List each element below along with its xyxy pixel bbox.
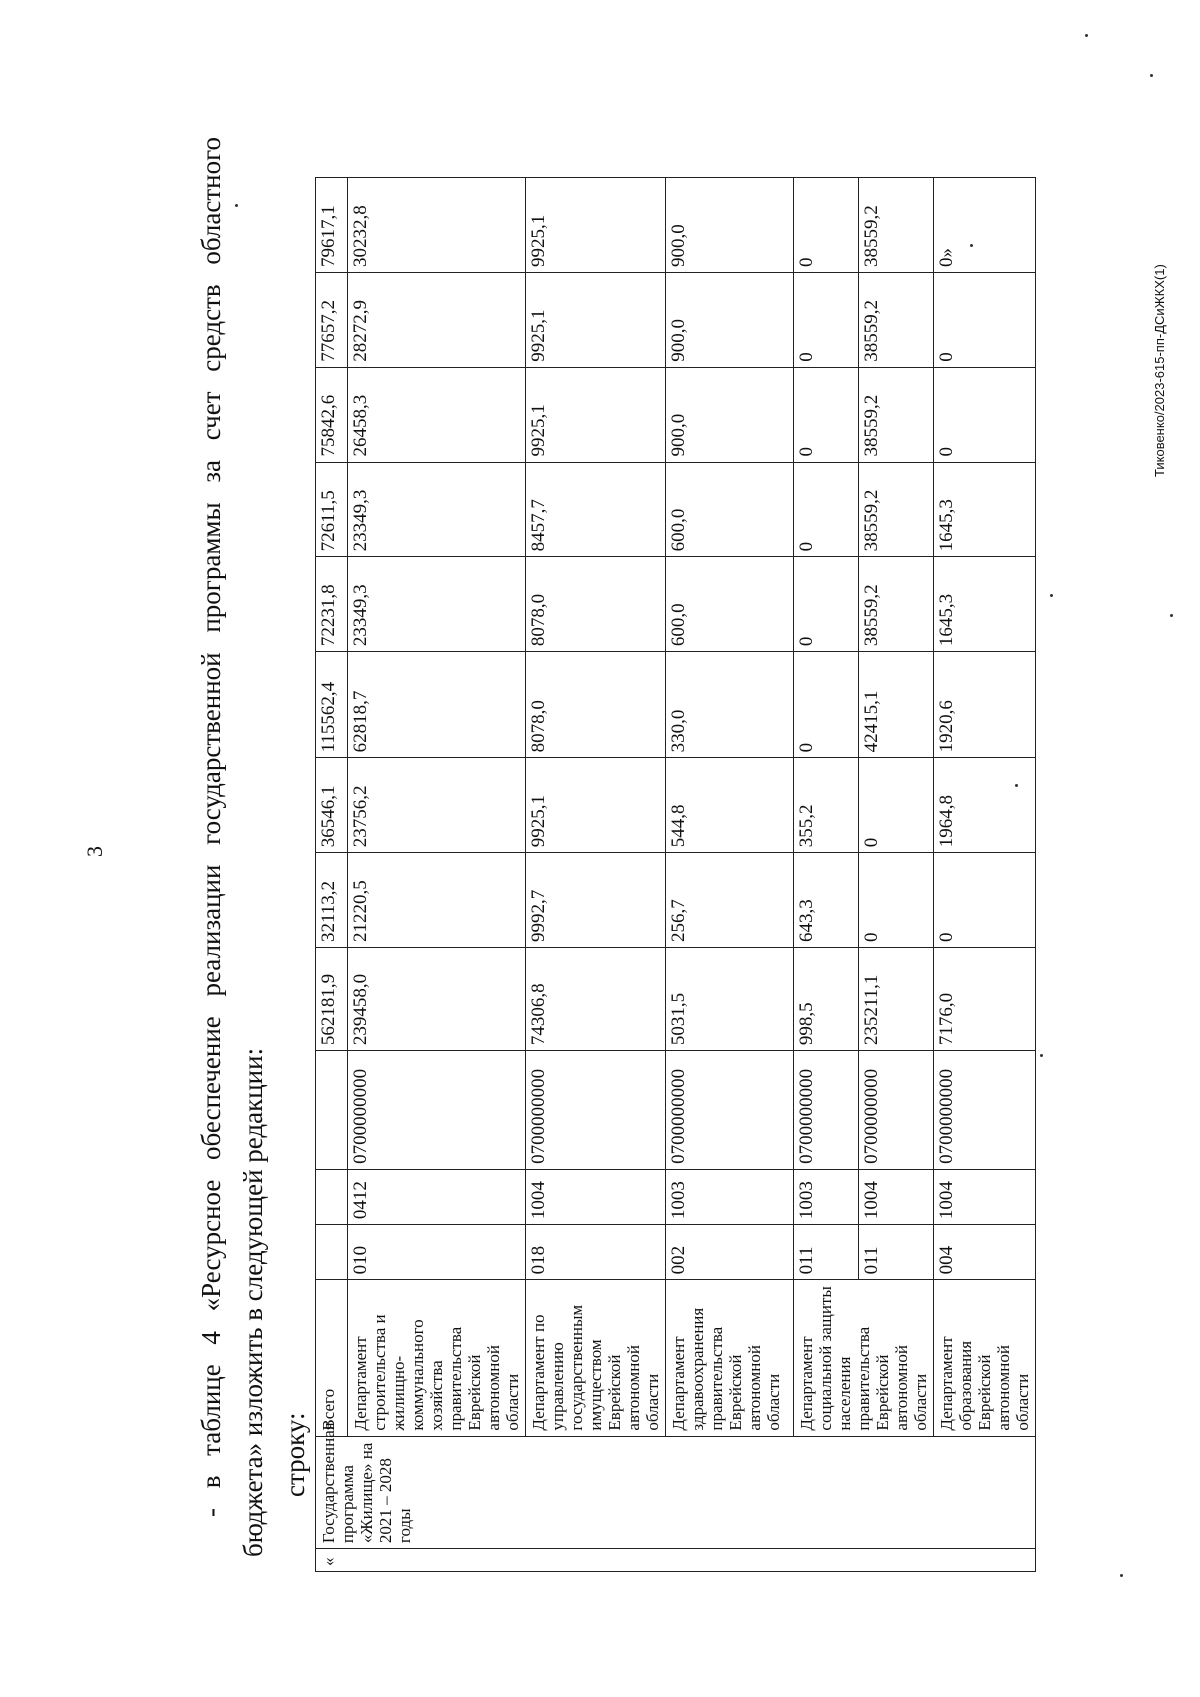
intro-text xyxy=(190,137,316,1557)
scan-speck xyxy=(1050,594,1053,597)
value-cell: 544,8 xyxy=(666,758,794,853)
intro-line-2: бюджета» изложить в следующей редакции: xyxy=(238,1047,268,1557)
table-row xyxy=(348,178,526,1572)
value-cell: 900,0 xyxy=(666,272,794,367)
value-cell: 1645,3 xyxy=(934,557,1036,652)
executor-cell: Департамент строительства и жилищно-коммунального хозяйства правительства Еврейской автономной области xyxy=(348,1280,526,1436)
value-cell: 239458,0 xyxy=(348,948,526,1051)
budget-table xyxy=(315,177,1036,1572)
rzpr-cell: 1004 xyxy=(934,1169,1036,1224)
value-cell: 235211,1 xyxy=(858,948,933,1051)
value-cell: 74306,8 xyxy=(526,948,666,1051)
value-cell: 1645,3 xyxy=(934,462,1036,557)
value-cell: 998,5 xyxy=(794,948,859,1051)
value-cell: 38559,2 xyxy=(858,272,933,367)
value-cell: 9925,1 xyxy=(526,758,666,853)
value-cell: 9925,1 xyxy=(526,178,666,273)
grbs-cell: 004 xyxy=(934,1225,1036,1280)
table-row xyxy=(526,178,666,1572)
value-cell: 8078,0 xyxy=(526,652,666,758)
value-cell: 72231,8 xyxy=(316,557,348,652)
value-cell: 72611,5 xyxy=(316,462,348,557)
scan-speck xyxy=(1015,784,1018,787)
csr-cell: 0700000000 xyxy=(666,1051,794,1170)
scan-speck xyxy=(1085,34,1088,37)
value-cell: 23349,3 xyxy=(348,557,526,652)
grbs-cell: 011 xyxy=(858,1225,933,1280)
value-cell: 900,0 xyxy=(666,178,794,273)
empty-cell xyxy=(316,1051,348,1170)
value-cell: 5031,5 xyxy=(666,948,794,1051)
value-cell: 77657,2 xyxy=(316,272,348,367)
value-cell: 30232,8 xyxy=(348,178,526,273)
value-cell: 0 xyxy=(794,272,859,367)
rzpr-cell: 1004 xyxy=(526,1169,666,1224)
value-cell: 26458,3 xyxy=(348,367,526,462)
table-row xyxy=(794,178,859,1572)
csr-cell: 0700000000 xyxy=(934,1051,1036,1170)
program-name-cell: Государственная программа «Жилище» на 2021 – 2028 годы xyxy=(316,1436,1036,1549)
scan-speck xyxy=(1040,1054,1043,1057)
executor-cell: Департамент здравоохранения правительства Еврейской автономной области xyxy=(666,1280,794,1436)
value-cell: 36546,1 xyxy=(316,758,348,853)
csr-cell: 0700000000 xyxy=(526,1051,666,1170)
rzpr-cell: 1003 xyxy=(666,1169,794,1224)
value-cell: 8078,0 xyxy=(526,557,666,652)
scan-speck xyxy=(1120,1574,1123,1577)
grbs-cell: 011 xyxy=(794,1225,859,1280)
rzpr-cell: 0412 xyxy=(348,1169,526,1224)
value-cell: 1964,8 xyxy=(934,758,1036,853)
table-row xyxy=(316,178,348,1572)
value-cell: 0 xyxy=(934,367,1036,462)
rzpr-cell: 1003 xyxy=(794,1169,859,1224)
value-cell: 38559,2 xyxy=(858,462,933,557)
executor-cell: Департамент по управлению государственным имуществом Еврейской автономной области xyxy=(526,1280,666,1436)
csr-cell: 0700000000 xyxy=(794,1051,859,1170)
value-cell: 62818,7 xyxy=(348,652,526,758)
value-cell: 42415,1 xyxy=(858,652,933,758)
value-cell: 38559,2 xyxy=(858,557,933,652)
scan-speck xyxy=(235,204,238,207)
value-cell: 0 xyxy=(794,367,859,462)
value-cell: 355,2 xyxy=(794,758,859,853)
csr-cell: 0700000000 xyxy=(858,1051,933,1170)
value-cell: 0 xyxy=(858,758,933,853)
value-cell: 0 xyxy=(934,853,1036,948)
table-row xyxy=(934,178,1036,1572)
value-cell: 38559,2 xyxy=(858,367,933,462)
executor-cell: Департамент образования Еврейской автономной области xyxy=(934,1280,1036,1436)
scan-speck xyxy=(1170,614,1173,617)
value-cell: 0 xyxy=(934,272,1036,367)
value-cell: 600,0 xyxy=(666,557,794,652)
scan-speck xyxy=(1150,74,1153,77)
value-cell: 32113,2 xyxy=(316,853,348,948)
value-cell: 0 xyxy=(794,557,859,652)
value-cell: 38559,2 xyxy=(858,178,933,273)
document-code: Тиковенко/2023-615-пп-ДСиЖКХ(1) xyxy=(1152,264,1167,477)
value-cell: 23349,3 xyxy=(348,462,526,557)
scan-speck xyxy=(970,244,973,247)
intro-line-1: - в таблице 4 «Ресурсное обеспечение реализации государственной программы за счет средств областного xyxy=(196,137,226,1517)
value-cell: 0» xyxy=(934,178,1036,273)
value-cell: 0 xyxy=(794,462,859,557)
value-cell: 330,0 xyxy=(666,652,794,758)
grbs-cell: 002 xyxy=(666,1225,794,1280)
value-cell: 256,7 xyxy=(666,853,794,948)
rzpr-cell: 1004 xyxy=(858,1169,933,1224)
table-row xyxy=(666,178,794,1572)
value-cell: 9992,7 xyxy=(526,853,666,948)
value-cell: 900,0 xyxy=(666,367,794,462)
value-cell: 7176,0 xyxy=(934,948,1036,1051)
value-cell: 23756,2 xyxy=(348,758,526,853)
csr-cell: 0700000000 xyxy=(348,1051,526,1170)
grbs-cell: 018 xyxy=(526,1225,666,1280)
value-cell: 600,0 xyxy=(666,462,794,557)
value-cell: 9925,1 xyxy=(526,367,666,462)
total-label-cell: Всего xyxy=(316,1280,348,1436)
value-cell: 79617,1 xyxy=(316,178,348,273)
value-cell: 1920,6 xyxy=(934,652,1036,758)
value-cell: 8457,7 xyxy=(526,462,666,557)
value-cell: 562181,9 xyxy=(316,948,348,1051)
page-number: 3 xyxy=(82,846,107,857)
grbs-cell: 010 xyxy=(348,1225,526,1280)
empty-cell xyxy=(316,1225,348,1280)
empty-cell xyxy=(316,1169,348,1224)
value-cell: 0 xyxy=(794,652,859,758)
value-cell: 9925,1 xyxy=(526,272,666,367)
value-cell: 0 xyxy=(794,178,859,273)
value-cell: 21220,5 xyxy=(348,853,526,948)
value-cell: 0 xyxy=(858,853,933,948)
value-cell: 115562,4 xyxy=(316,652,348,758)
value-cell: 75842,6 xyxy=(316,367,348,462)
open-quote-cell: « xyxy=(316,1549,1036,1572)
executor-cell: Департамент социальной защиты населения правительства Еврейской автономной области xyxy=(794,1280,934,1436)
value-cell: 643,3 xyxy=(794,853,859,948)
value-cell: 28272,9 xyxy=(348,272,526,367)
intro-line-3: строку: xyxy=(280,1412,310,1497)
